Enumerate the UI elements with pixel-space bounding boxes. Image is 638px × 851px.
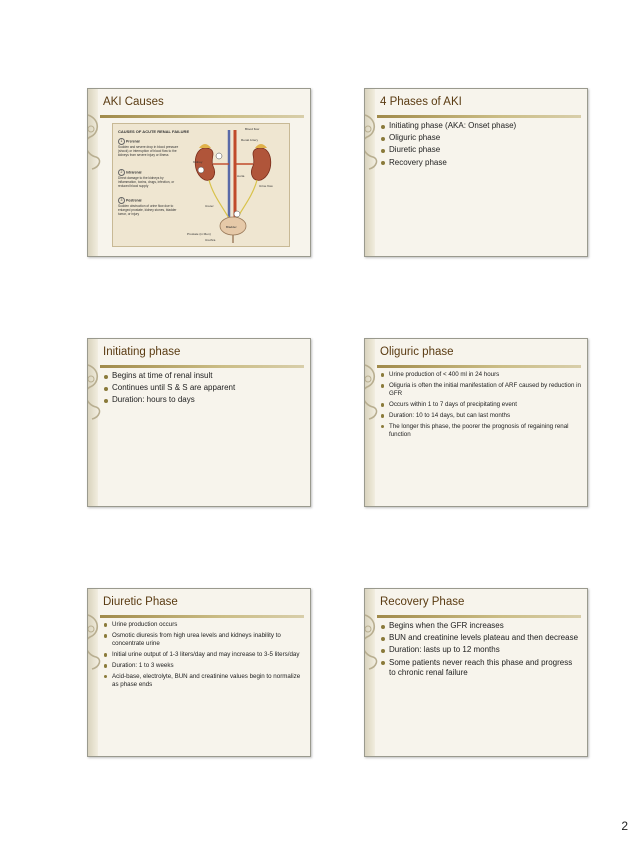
title-rule: [100, 615, 304, 618]
list-item: Duration: 10 to 14 days, but can last months: [381, 412, 581, 420]
label-kidney: Kidney: [193, 160, 203, 164]
cause-text: Direct damage to the kidneys by inflammation, toxins, drugs, infection, or reduced blood supply: [118, 176, 175, 188]
list-item: Initial urine output of 1-3 liters/day and may increase to 3-5 liters/day: [104, 651, 304, 659]
slide-recovery-phase: [364, 588, 588, 757]
swirl-ornament-icon: [364, 111, 381, 171]
slide-oliguric-phase: [364, 338, 588, 507]
cause-prerenal: [118, 138, 182, 157]
swirl-ornament-icon: [364, 361, 381, 421]
label-blood-flow: Blood flow: [245, 127, 260, 131]
cause-intrarenal: [118, 169, 182, 188]
cause-number: 1: [118, 138, 125, 145]
cause-number: 3: [118, 197, 125, 204]
bullet-list: [381, 371, 581, 442]
cause-name: Postrenal: [126, 198, 142, 203]
slide-title: 4 Phases of AKI: [380, 96, 462, 108]
slide-initiating-phase: [87, 338, 311, 507]
list-item: Urine production occurs: [104, 621, 304, 629]
slide-aki-causes: [87, 88, 311, 257]
cause-postrenal: [118, 197, 182, 216]
slide-title: Diuretic Phase: [103, 596, 178, 608]
title-rule: [100, 115, 304, 118]
list-item: The longer this phase, the poorer the prognosis of regaining renal function: [381, 423, 581, 439]
list-item: Urine production of < 400 ml in 24 hours: [381, 371, 581, 379]
list-item: Occurs within 1 to 7 days of precipitating event: [381, 401, 581, 409]
bullet-list: [381, 121, 581, 170]
title-rule: [100, 365, 304, 368]
label-bladder: Bladder: [226, 225, 237, 229]
bullet-list: [381, 621, 581, 680]
title-rule: [377, 365, 581, 368]
swirl-ornament-icon: [87, 611, 104, 671]
swirl-ornament-icon: [87, 361, 104, 421]
list-item: Oliguric phase: [381, 133, 581, 143]
cause-number: 2: [118, 169, 125, 176]
title-rule: [377, 615, 581, 618]
label-urine-flow: Urine flow: [259, 184, 273, 188]
list-item: Duration: hours to days: [104, 395, 304, 405]
slide-title: Initiating phase: [103, 346, 181, 358]
list-item: Some patients never reach this phase and progress to chronic renal failure: [381, 658, 581, 678]
list-item: Diuretic phase: [381, 145, 581, 155]
title-rule: [377, 115, 581, 118]
bullet-list: [104, 621, 304, 692]
label-urethra: Urethra: [205, 238, 216, 242]
slide-title: AKI Causes: [103, 96, 164, 108]
list-item: Recovery phase: [381, 158, 581, 168]
figure-title: CAUSES OF ACUTE RENAL FAILURE: [118, 129, 190, 134]
swirl-ornament-icon: [364, 611, 381, 671]
bullet-list: [104, 371, 304, 408]
list-item: Oliguria is often the initial manifestation of ARF caused by reduction in GFR: [381, 382, 581, 398]
slide-title: Oliguric phase: [380, 346, 454, 358]
list-item: BUN and creatinine levels plateau and then decrease: [381, 633, 581, 643]
list-item: Begins at time of renal insult: [104, 371, 304, 381]
cause-text: Sudden and severe drop in blood pressure (shock) or interruption of blood flow to the kidneys from severe injury or illness: [118, 145, 179, 157]
page-number: 2: [621, 819, 628, 833]
slide-title: Recovery Phase: [380, 596, 465, 608]
label-prostate: Prostate (in Men): [187, 232, 211, 236]
label-ureter: Ureter: [205, 204, 214, 208]
slide-four-phases: [364, 88, 588, 257]
cause-text: Sudden obstruction of urine flow due to enlarged prostate, kidney stones, bladder tumor, or injury: [118, 204, 177, 216]
list-item: Osmotic diuresis from high urea levels and kidneys inability to concentrate urine: [104, 632, 304, 648]
kidney-diagram: [112, 123, 290, 247]
list-item: Acid-base, electrolyte, BUN and creatinine values begin to normalize as phase ends: [104, 673, 304, 689]
list-item: Begins when the GFR increases: [381, 621, 581, 631]
list-item: Initiating phase (AKA: Onset phase): [381, 121, 581, 131]
label-aorta: Aorta: [237, 174, 245, 178]
cause-name: Prerenal: [126, 139, 140, 144]
cause-name: Intrarenal: [126, 170, 142, 175]
slide-diuretic-phase: [87, 588, 311, 757]
list-item: Continues until S & S are apparent: [104, 383, 304, 393]
swirl-ornament-icon: [87, 111, 104, 171]
list-item: Duration: lasts up to 12 months: [381, 645, 581, 655]
label-renal-artery: Renal Artery: [241, 138, 259, 142]
list-item: Duration: 1 to 3 weeks: [104, 662, 304, 670]
